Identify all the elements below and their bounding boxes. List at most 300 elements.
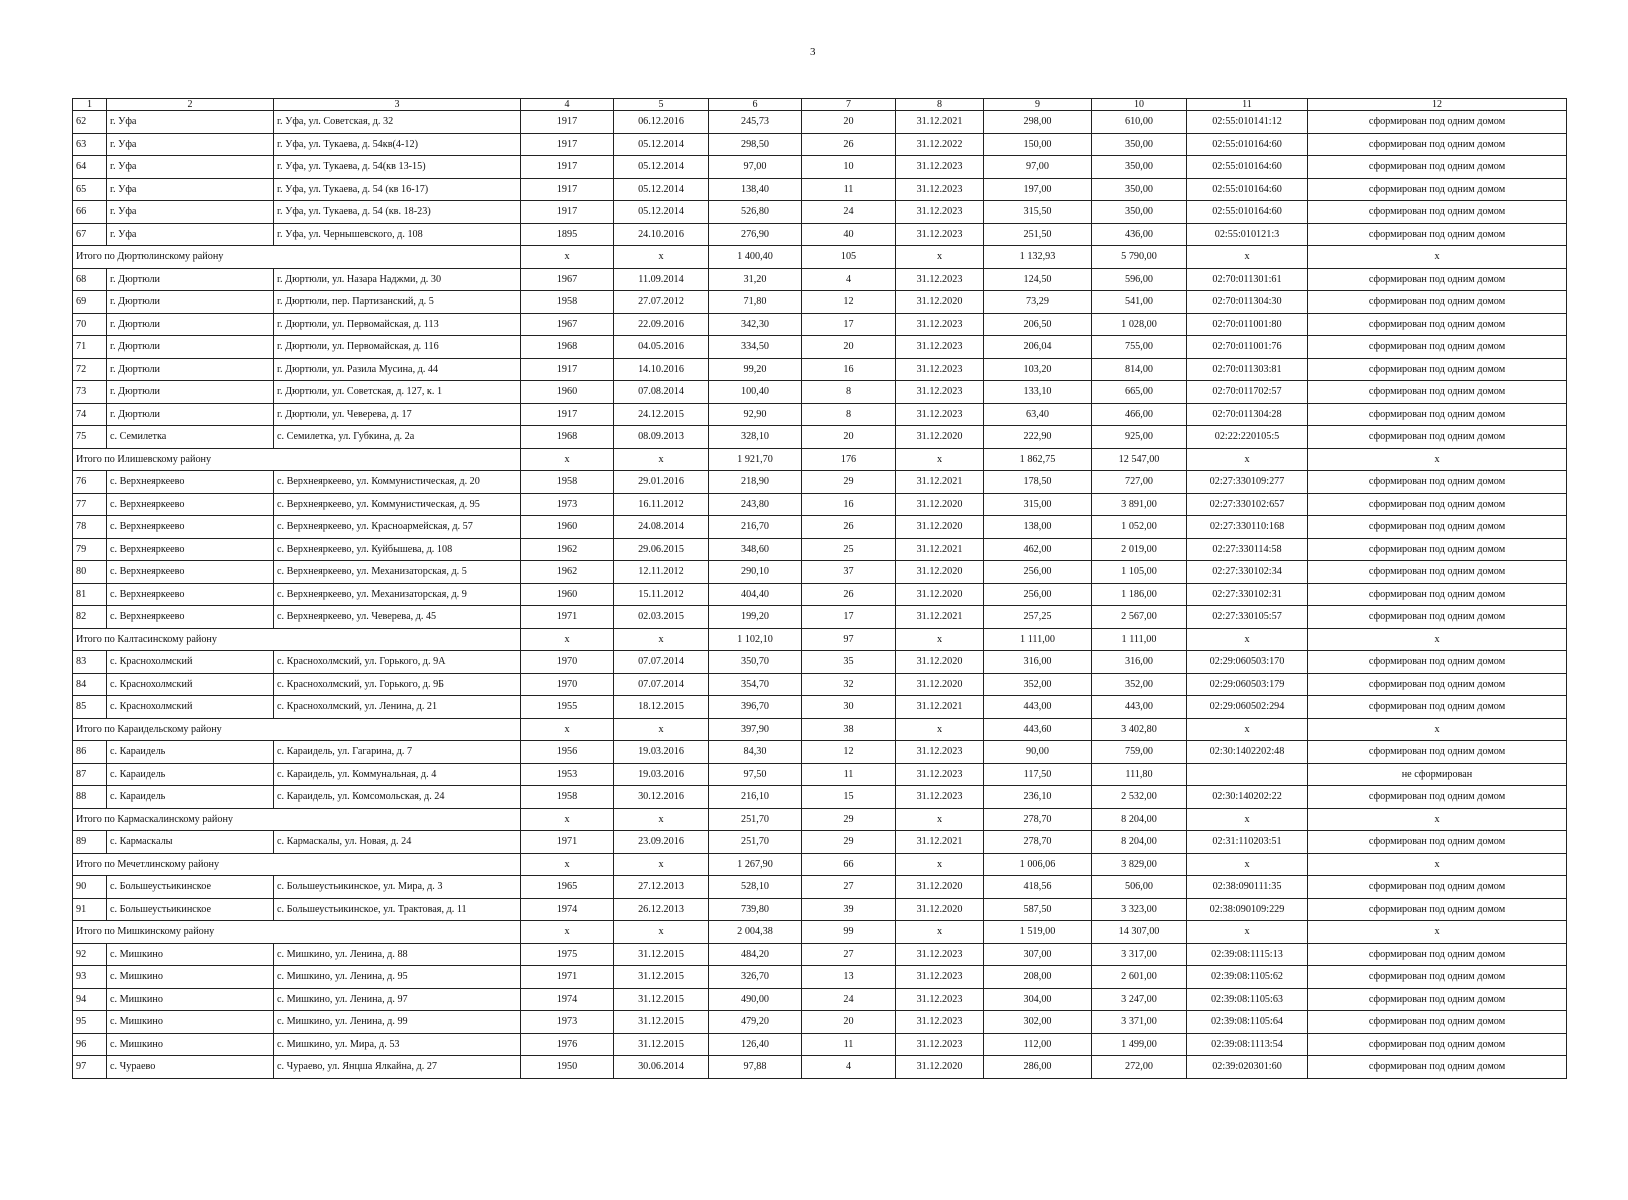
table-cell: 315,00 [984,493,1092,516]
table-cell: 925,00 [1092,426,1187,449]
table-cell: г. Уфа [107,223,274,246]
table-cell: 352,00 [1092,673,1187,696]
total-cell: 38 [802,718,896,741]
table-cell: 02:70:011301:61 [1187,268,1308,291]
table-cell: 31.12.2023 [896,358,984,381]
table-cell: 19.03.2016 [614,741,709,764]
table-row [73,111,1567,134]
table-cell: 755,00 [1092,336,1187,359]
table-cell: 22.09.2016 [614,313,709,336]
total-cell: x [896,448,984,471]
table-cell: 526,80 [709,201,802,224]
table-cell: 1960 [521,381,614,404]
table-cell: сформирован под одним домом [1308,561,1567,584]
table-cell: 1917 [521,156,614,179]
table-cell: 11 [802,178,896,201]
table-cell: г. Дюртюли [107,313,274,336]
table-cell: 67 [73,223,107,246]
total-cell: x [1308,246,1567,269]
table-cell: 11 [802,763,896,786]
table-cell: 307,00 [984,943,1092,966]
total-cell: x [1308,853,1567,876]
table-cell: 30.06.2014 [614,1056,709,1079]
table-cell: сформирован под одним домом [1308,313,1567,336]
total-cell: x [1187,808,1308,831]
total-cell: x [521,628,614,651]
district-total-label: Итого по Дюртюлинскому району [73,246,521,269]
table-cell: 256,00 [984,561,1092,584]
table-cell: сформирован под одним домом [1308,741,1567,764]
table-cell: 124,50 [984,268,1092,291]
table-cell: сформирован под одним домом [1308,583,1567,606]
table-row [73,381,1567,404]
table-cell: 665,00 [1092,381,1187,404]
table-cell: 02:39:08:1105:64 [1187,1011,1308,1034]
table-cell: 31.12.2020 [896,583,984,606]
table-cell: 352,00 [984,673,1092,696]
table-cell: 1962 [521,538,614,561]
table-cell: 111,80 [1092,763,1187,786]
table-cell: 1971 [521,966,614,989]
table-cell: 23.09.2016 [614,831,709,854]
table-cell: 3 371,00 [1092,1011,1187,1034]
table-cell: с. Мишкино, ул. Ленина, д. 99 [274,1011,521,1034]
district-total-label: Итого по Мечетлинскому району [73,853,521,876]
table-cell: 197,00 [984,178,1092,201]
table-cell: сформирован под одним домом [1308,471,1567,494]
table-cell: с. Краснохолмский [107,696,274,719]
table-cell: 02:70:011304:28 [1187,403,1308,426]
district-total-label: Итого по Калтасинскому району [73,628,521,651]
table-cell: 396,70 [709,696,802,719]
table-cell: с. Большеустьикинское, ул. Трактовая, д. 11 [274,898,521,921]
table-cell: 443,00 [984,696,1092,719]
table-cell: 70 [73,313,107,336]
table-cell: с. Мишкино [107,943,274,966]
table-cell: 610,00 [1092,111,1187,134]
table-cell: 02:55:010164:60 [1187,156,1308,179]
table-cell: 68 [73,268,107,291]
table-cell: 05.12.2014 [614,133,709,156]
table-cell: г. Дюртюли [107,268,274,291]
table-cell: 2 567,00 [1092,606,1187,629]
total-cell: x [1308,448,1567,471]
table-cell: 31.12.2023 [896,313,984,336]
table-cell: 31.12.2023 [896,381,984,404]
table-cell: 97,50 [709,763,802,786]
total-cell: x [896,921,984,944]
table-cell: 02:70:011304:30 [1187,291,1308,314]
table-cell: 31.12.2021 [896,696,984,719]
total-cell: x [521,921,614,944]
district-total-label: Итого по Илишевскому району [73,448,521,471]
table-cell: с. Верхнеяркеево, ул. Красноармейская, д. 57 [274,516,521,539]
total-cell: 1 267,90 [709,853,802,876]
table-cell: 14.10.2016 [614,358,709,381]
table-cell: сформирован под одним домом [1308,1033,1567,1056]
table-cell: 245,73 [709,111,802,134]
column-header: 7 [802,99,896,111]
table-cell: с. Мишкино, ул. Ленина, д. 95 [274,966,521,989]
table-cell: 76 [73,471,107,494]
table-cell: 31.12.2020 [896,426,984,449]
table-row [73,786,1567,809]
table-cell: 418,56 [984,876,1092,899]
table-cell: 37 [802,561,896,584]
table-cell: 1965 [521,876,614,899]
table-cell: г. Дюртюли [107,358,274,381]
table-cell: с. Семилетка, ул. Губкина, д. 2а [274,426,521,449]
table-cell: 84 [73,673,107,696]
table-cell: 178,50 [984,471,1092,494]
table-cell: 4 [802,268,896,291]
column-header: 2 [107,99,274,111]
table-cell: 63,40 [984,403,1092,426]
total-cell: x [896,853,984,876]
table-cell: сформирован под одним домом [1308,696,1567,719]
table-cell: 31.12.2023 [896,156,984,179]
total-cell: x [1187,853,1308,876]
table-cell: с. Краснохолмский, ул. Горького, д. 9Б [274,673,521,696]
table-cell: 02:55:010164:60 [1187,133,1308,156]
table-cell: 02:29:060502:294 [1187,696,1308,719]
table-cell: 27.12.2013 [614,876,709,899]
table-cell: 02:55:010164:60 [1187,178,1308,201]
total-cell: 97 [802,628,896,651]
table-cell: 1950 [521,1056,614,1079]
table-row [73,156,1567,179]
table-cell: 30.12.2016 [614,786,709,809]
table-cell: 75 [73,426,107,449]
table-cell: с. Верхнеяркеево, ул. Куйбышева, д. 108 [274,538,521,561]
table-cell: 29.01.2016 [614,471,709,494]
table-cell: 31.12.2021 [896,538,984,561]
district-total-label: Итого по Мишкинскому району [73,921,521,944]
table-cell: 350,00 [1092,133,1187,156]
total-cell: 8 204,00 [1092,808,1187,831]
table-row [73,471,1567,494]
total-cell: x [896,246,984,269]
table-cell: 1974 [521,988,614,1011]
table-cell: 8 204,00 [1092,831,1187,854]
total-cell: x [614,853,709,876]
table-cell: 1975 [521,943,614,966]
table-cell: 05.12.2014 [614,201,709,224]
table-row [73,966,1567,989]
table-cell: 1917 [521,358,614,381]
total-cell: x [896,718,984,741]
table-cell: 304,00 [984,988,1092,1011]
table-cell: 02:55:010141:12 [1187,111,1308,134]
table-cell: 3 247,00 [1092,988,1187,1011]
table-cell: г. Дюртюли, ул. Назара Наджми, д. 30 [274,268,521,291]
table-cell: 15 [802,786,896,809]
district-total-row [73,246,1567,269]
table-cell: с. Караидель [107,763,274,786]
total-cell: 3 829,00 [1092,853,1187,876]
table-cell: 02.03.2015 [614,606,709,629]
table-cell: с. Краснохолмский, ул. Ленина, д. 21 [274,696,521,719]
table-cell: 117,50 [984,763,1092,786]
table-cell: 31.12.2015 [614,1033,709,1056]
table-cell: 26.12.2013 [614,898,709,921]
table-cell: 31.12.2023 [896,403,984,426]
total-cell: x [1308,808,1567,831]
table-cell: 94 [73,988,107,1011]
table-cell: 18.12.2015 [614,696,709,719]
table-cell: 1971 [521,831,614,854]
table-cell: 251,70 [709,831,802,854]
table-cell: 298,00 [984,111,1092,134]
table-cell: 342,30 [709,313,802,336]
total-cell: x [521,718,614,741]
table-cell: 1968 [521,336,614,359]
table-cell: с. Верхнеяркеево [107,471,274,494]
table-cell: 8 [802,381,896,404]
table-cell: 759,00 [1092,741,1187,764]
table-cell: 97,00 [709,156,802,179]
table-cell: 31.12.2021 [896,111,984,134]
table-cell: с. Мишкино [107,966,274,989]
total-cell: x [1187,718,1308,741]
table-cell: г. Уфа, ул. Тукаева, д. 54(кв 13-15) [274,156,521,179]
table-cell: 31.12.2023 [896,1011,984,1034]
table-cell: 278,70 [984,831,1092,854]
table-cell: с. Мишкино, ул. Ленина, д. 88 [274,943,521,966]
table-cell: 71 [73,336,107,359]
table-cell: с. Караидель [107,786,274,809]
table-body [73,111,1567,1079]
table-cell: 71,80 [709,291,802,314]
table-cell: 1960 [521,516,614,539]
table-cell: 02:39:08:1105:63 [1187,988,1308,1011]
table-cell: с. Караидель, ул. Коммунальная, д. 4 [274,763,521,786]
table-cell: г. Дюртюли, ул. Советская, д. 127, к. 1 [274,381,521,404]
table-cell: 276,90 [709,223,802,246]
table-cell: 79 [73,538,107,561]
table-cell: 02:30:140202:22 [1187,786,1308,809]
table-cell: с. Верхнеяркеево, ул. Коммунистическая, д. 20 [274,471,521,494]
table-cell: с. Верхнеяркеево [107,606,274,629]
table-cell: 40 [802,223,896,246]
table-cell: с. Чураево, ул. Янцша Ялкайна, д. 27 [274,1056,521,1079]
table-cell: 1917 [521,403,614,426]
table-cell: 490,00 [709,988,802,1011]
total-cell: x [614,448,709,471]
table-cell: сформирован под одним домом [1308,516,1567,539]
table-cell: 02:38:090111:35 [1187,876,1308,899]
table-cell: сформирован под одним домом [1308,538,1567,561]
table-row [73,493,1567,516]
total-cell: x [1187,628,1308,651]
table-cell: 80 [73,561,107,584]
table-cell: г. Дюртюли [107,381,274,404]
table-cell: 206,04 [984,336,1092,359]
total-cell: x [1187,246,1308,269]
column-header: 5 [614,99,709,111]
table-cell: 02:70:011001:76 [1187,336,1308,359]
table-cell: г. Уфа, ул. Чернышевского, д. 108 [274,223,521,246]
table-cell: 16 [802,358,896,381]
district-total-row [73,448,1567,471]
table-cell: с. Караидель, ул. Комсомольская, д. 24 [274,786,521,809]
table-row [73,516,1567,539]
table-cell: г. Уфа, ул. Тукаева, д. 54 (кв. 18-23) [274,201,521,224]
table-cell: 02:39:08:1105:62 [1187,966,1308,989]
table-cell: 24.12.2015 [614,403,709,426]
total-cell: x [521,448,614,471]
table-cell: 112,00 [984,1033,1092,1056]
table-cell: г. Уфа [107,178,274,201]
table-cell: сформирован под одним домом [1308,786,1567,809]
district-total-row [73,628,1567,651]
table-cell: 73 [73,381,107,404]
table-cell: 1917 [521,111,614,134]
table-cell: 404,40 [709,583,802,606]
table-cell: 328,10 [709,426,802,449]
column-header: 8 [896,99,984,111]
table-cell: 316,00 [1092,651,1187,674]
table-cell: 31.12.2022 [896,133,984,156]
table-cell: 1973 [521,493,614,516]
table-cell: 31.12.2021 [896,831,984,854]
table-cell: 727,00 [1092,471,1187,494]
table-cell: 72 [73,358,107,381]
table-cell: сформирован под одним домом [1308,673,1567,696]
table-cell: 286,00 [984,1056,1092,1079]
table-cell: 02:29:060503:179 [1187,673,1308,696]
page-number: 3 [810,46,816,58]
total-cell: 1 862,75 [984,448,1092,471]
table-cell: 290,10 [709,561,802,584]
table-cell: с. Верхнеяркеево [107,538,274,561]
table-cell: сформирован под одним домом [1308,876,1567,899]
table-cell: сформирован под одним домом [1308,133,1567,156]
table-cell: 218,90 [709,471,802,494]
table-cell: сформирован под одним домом [1308,403,1567,426]
table-cell: 3 323,00 [1092,898,1187,921]
table-cell: 133,10 [984,381,1092,404]
table-cell: 15.11.2012 [614,583,709,606]
table-cell: 11 [802,1033,896,1056]
table-cell: 31.12.2015 [614,966,709,989]
table-cell: 83 [73,651,107,674]
table-cell: 31.12.2020 [896,561,984,584]
total-cell: x [896,628,984,651]
table-cell: 272,00 [1092,1056,1187,1079]
table-cell: сформирован под одним домом [1308,156,1567,179]
table-cell: 150,00 [984,133,1092,156]
total-cell: x [1308,921,1567,944]
table-cell: 29 [802,471,896,494]
table-cell: 10 [802,156,896,179]
table-cell: 739,80 [709,898,802,921]
table-cell: 100,40 [709,381,802,404]
table-cell: 1917 [521,201,614,224]
table-cell: 2 019,00 [1092,538,1187,561]
table-cell: сформирован под одним домом [1308,358,1567,381]
table-cell: 31.12.2023 [896,178,984,201]
table-cell: с. Караидель, ул. Гагарина, д. 7 [274,741,521,764]
table-cell: сформирован под одним домом [1308,831,1567,854]
table-cell: 02:70:011702:57 [1187,381,1308,404]
table-cell: 31.12.2020 [896,1056,984,1079]
total-cell: 105 [802,246,896,269]
total-cell: 99 [802,921,896,944]
table-cell: 39 [802,898,896,921]
table-cell: 74 [73,403,107,426]
table-cell: 27.07.2012 [614,291,709,314]
table-row [73,943,1567,966]
total-cell: x [614,628,709,651]
table-row [73,561,1567,584]
table-cell: 1971 [521,606,614,629]
table-cell: не сформирован [1308,763,1567,786]
total-cell: 1 006,06 [984,853,1092,876]
table-cell: 484,20 [709,943,802,966]
table-cell: 1970 [521,673,614,696]
table-cell: с. Верхнеяркеево [107,493,274,516]
table-cell: 93 [73,966,107,989]
table-cell: 138,40 [709,178,802,201]
table-cell: г. Дюртюли, ул. Разила Мусина, д. 44 [274,358,521,381]
table-cell: 11.09.2014 [614,268,709,291]
table-cell: сформирован под одним домом [1308,426,1567,449]
table-cell: 77 [73,493,107,516]
table-cell: 350,70 [709,651,802,674]
table-cell: 91 [73,898,107,921]
total-cell: x [1308,628,1567,651]
table-cell: 31.12.2015 [614,943,709,966]
total-cell: 1 111,00 [1092,628,1187,651]
total-cell: x [614,246,709,269]
table-cell: с. Большеустьикинское, ул. Мира, д. 3 [274,876,521,899]
table-cell: 16.11.2012 [614,493,709,516]
table-cell: 88 [73,786,107,809]
table-cell: 1958 [521,471,614,494]
table-cell: 12 [802,291,896,314]
table-cell: 08.09.2013 [614,426,709,449]
table-cell: 20 [802,1011,896,1034]
table-cell: 64 [73,156,107,179]
table-cell: г. Уфа, ул. Тукаева, д. 54 (кв 16-17) [274,178,521,201]
table-cell: с. Краснохолмский [107,673,274,696]
table-cell: 07.08.2014 [614,381,709,404]
table-cell: 1 186,00 [1092,583,1187,606]
total-cell: 1 111,00 [984,628,1092,651]
table-cell: г. Дюртюли, ул. Чеверева, д. 17 [274,403,521,426]
table-cell: 31.12.2015 [614,988,709,1011]
table-cell: 315,50 [984,201,1092,224]
table-row [73,898,1567,921]
table-cell: 90,00 [984,741,1092,764]
table-cell: 1962 [521,561,614,584]
table-cell: 81 [73,583,107,606]
table-cell: 02:55:010164:60 [1187,201,1308,224]
table-row [73,831,1567,854]
total-cell: x [1187,921,1308,944]
table-cell: с. Верхнеяркеево [107,516,274,539]
table-cell: г. Дюртюли, ул. Первомайская, д. 113 [274,313,521,336]
total-cell: x [614,718,709,741]
table-row [73,651,1567,674]
table-cell: 95 [73,1011,107,1034]
total-cell: x [521,853,614,876]
table-row [73,741,1567,764]
total-cell: 5 790,00 [1092,246,1187,269]
total-cell: 443,60 [984,718,1092,741]
table-cell: 1958 [521,786,614,809]
